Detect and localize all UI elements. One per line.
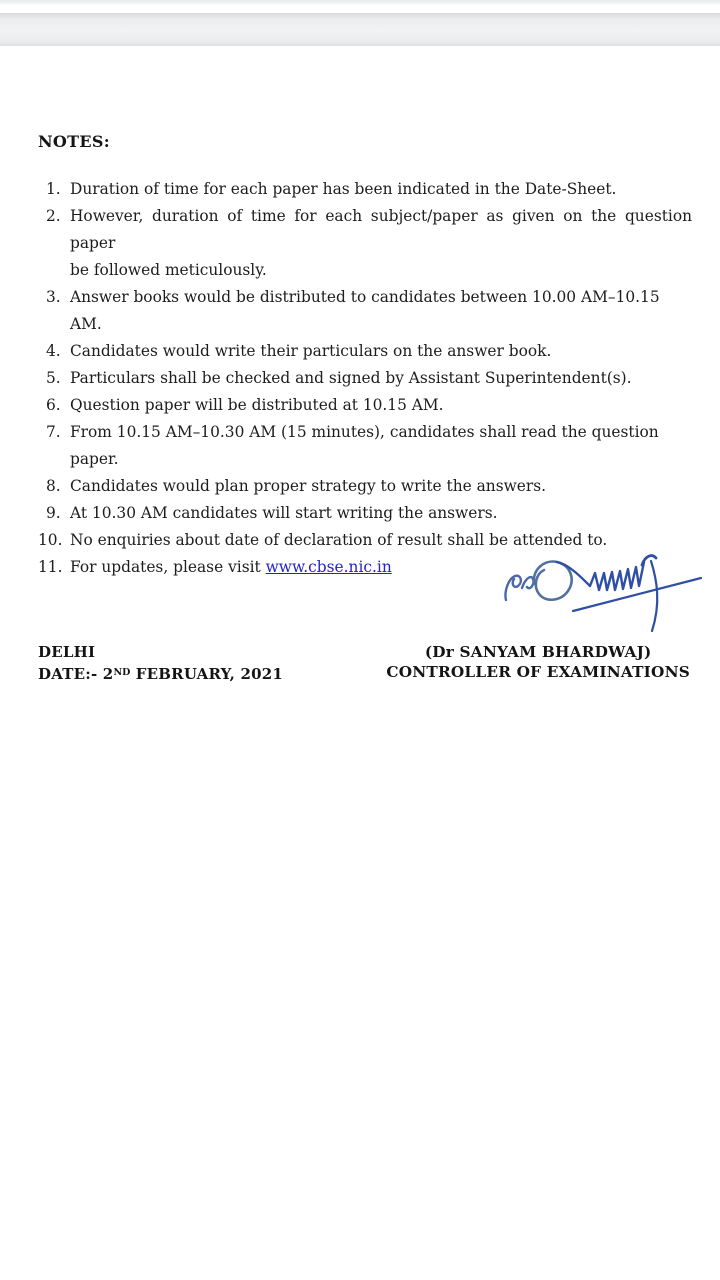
note-item-number: 11.: [38, 558, 63, 576]
note-item-text: Candidates would plan proper strategy to write the answers.: [70, 477, 547, 495]
previous-page-edge: [0, 0, 720, 5]
note-item-4: [38, 338, 692, 365]
note-item-5: [38, 365, 692, 392]
footer-place-date: [38, 643, 283, 684]
signature-image: [500, 548, 705, 643]
footer-date: [38, 663, 283, 685]
note-item-9: [38, 500, 692, 527]
note-item-number: 5.: [46, 369, 61, 387]
note-item-6: [38, 392, 692, 419]
note-item-text-prefix: For updates, please visit: [70, 558, 266, 576]
note-item-number: 6.: [46, 396, 61, 414]
note-item-text: Candidates would write their particulars on the answer book.: [70, 342, 552, 360]
note-item-text: No enquiries about date of declaration of result shall be attended to.: [70, 531, 608, 549]
signatory-name: (Dr SANYAM BHARDWAJ): [424, 643, 652, 661]
signatory-title: CONTROLLER OF EXAMINATIONS: [386, 662, 690, 681]
notes-heading: NOTES:: [38, 132, 110, 151]
note-item-number: 1.: [46, 180, 61, 198]
note-item-text: From 10.15 AM–10.30 AM (15 minutes), candidates shall read the question paper.: [70, 423, 659, 468]
notes-list: [38, 176, 692, 581]
note-item-7: [38, 419, 692, 473]
note-item-text: Particulars shall be checked and signed by Assistant Superintendent(s).: [70, 369, 632, 387]
footer-place: DELHI: [38, 643, 96, 661]
note-item-text-line1: However, duration of time for each subject/paper as given on the question paper: [70, 207, 692, 252]
note-item-number: 4.: [46, 342, 61, 360]
footer-date-suffix: FEBRUARY, 2021: [130, 664, 284, 683]
note-item-number: 10.: [38, 531, 63, 549]
page-gap-band: [0, 13, 720, 46]
note-item-text: Question paper will be distributed at 10.15 AM.: [70, 396, 444, 414]
note-item-text-line2: be followed meticulously.: [70, 261, 267, 279]
note-item-number: 2.: [46, 207, 61, 225]
note-item-1: [38, 176, 692, 203]
footer-signatory-block: [386, 643, 690, 682]
note-item-number: 9.: [46, 504, 61, 522]
note-item-8: [38, 473, 692, 500]
note-item-number: 7.: [46, 423, 61, 441]
note-item-text: [70, 203, 692, 284]
footer-date-ordinal: ND: [113, 666, 131, 678]
signature-ink-strokes: [500, 548, 705, 643]
cbse-website-link[interactable]: www.cbse.nic.in: [265, 558, 392, 576]
note-item-text: At 10.30 AM candidates will start writing the answers.: [70, 504, 498, 522]
note-item-3: [38, 284, 692, 338]
note-item-text: Answer books would be distributed to candidates between 10.00 AM–10.15 AM.: [70, 288, 660, 333]
note-item-2: [38, 203, 692, 284]
footer-date-prefix: DATE:- 2: [38, 664, 114, 683]
note-item-number: 3.: [46, 288, 61, 306]
note-item-text: Duration of time for each paper has been indicated in the Date-Sheet.: [70, 180, 617, 198]
note-item-number: 8.: [46, 477, 61, 495]
